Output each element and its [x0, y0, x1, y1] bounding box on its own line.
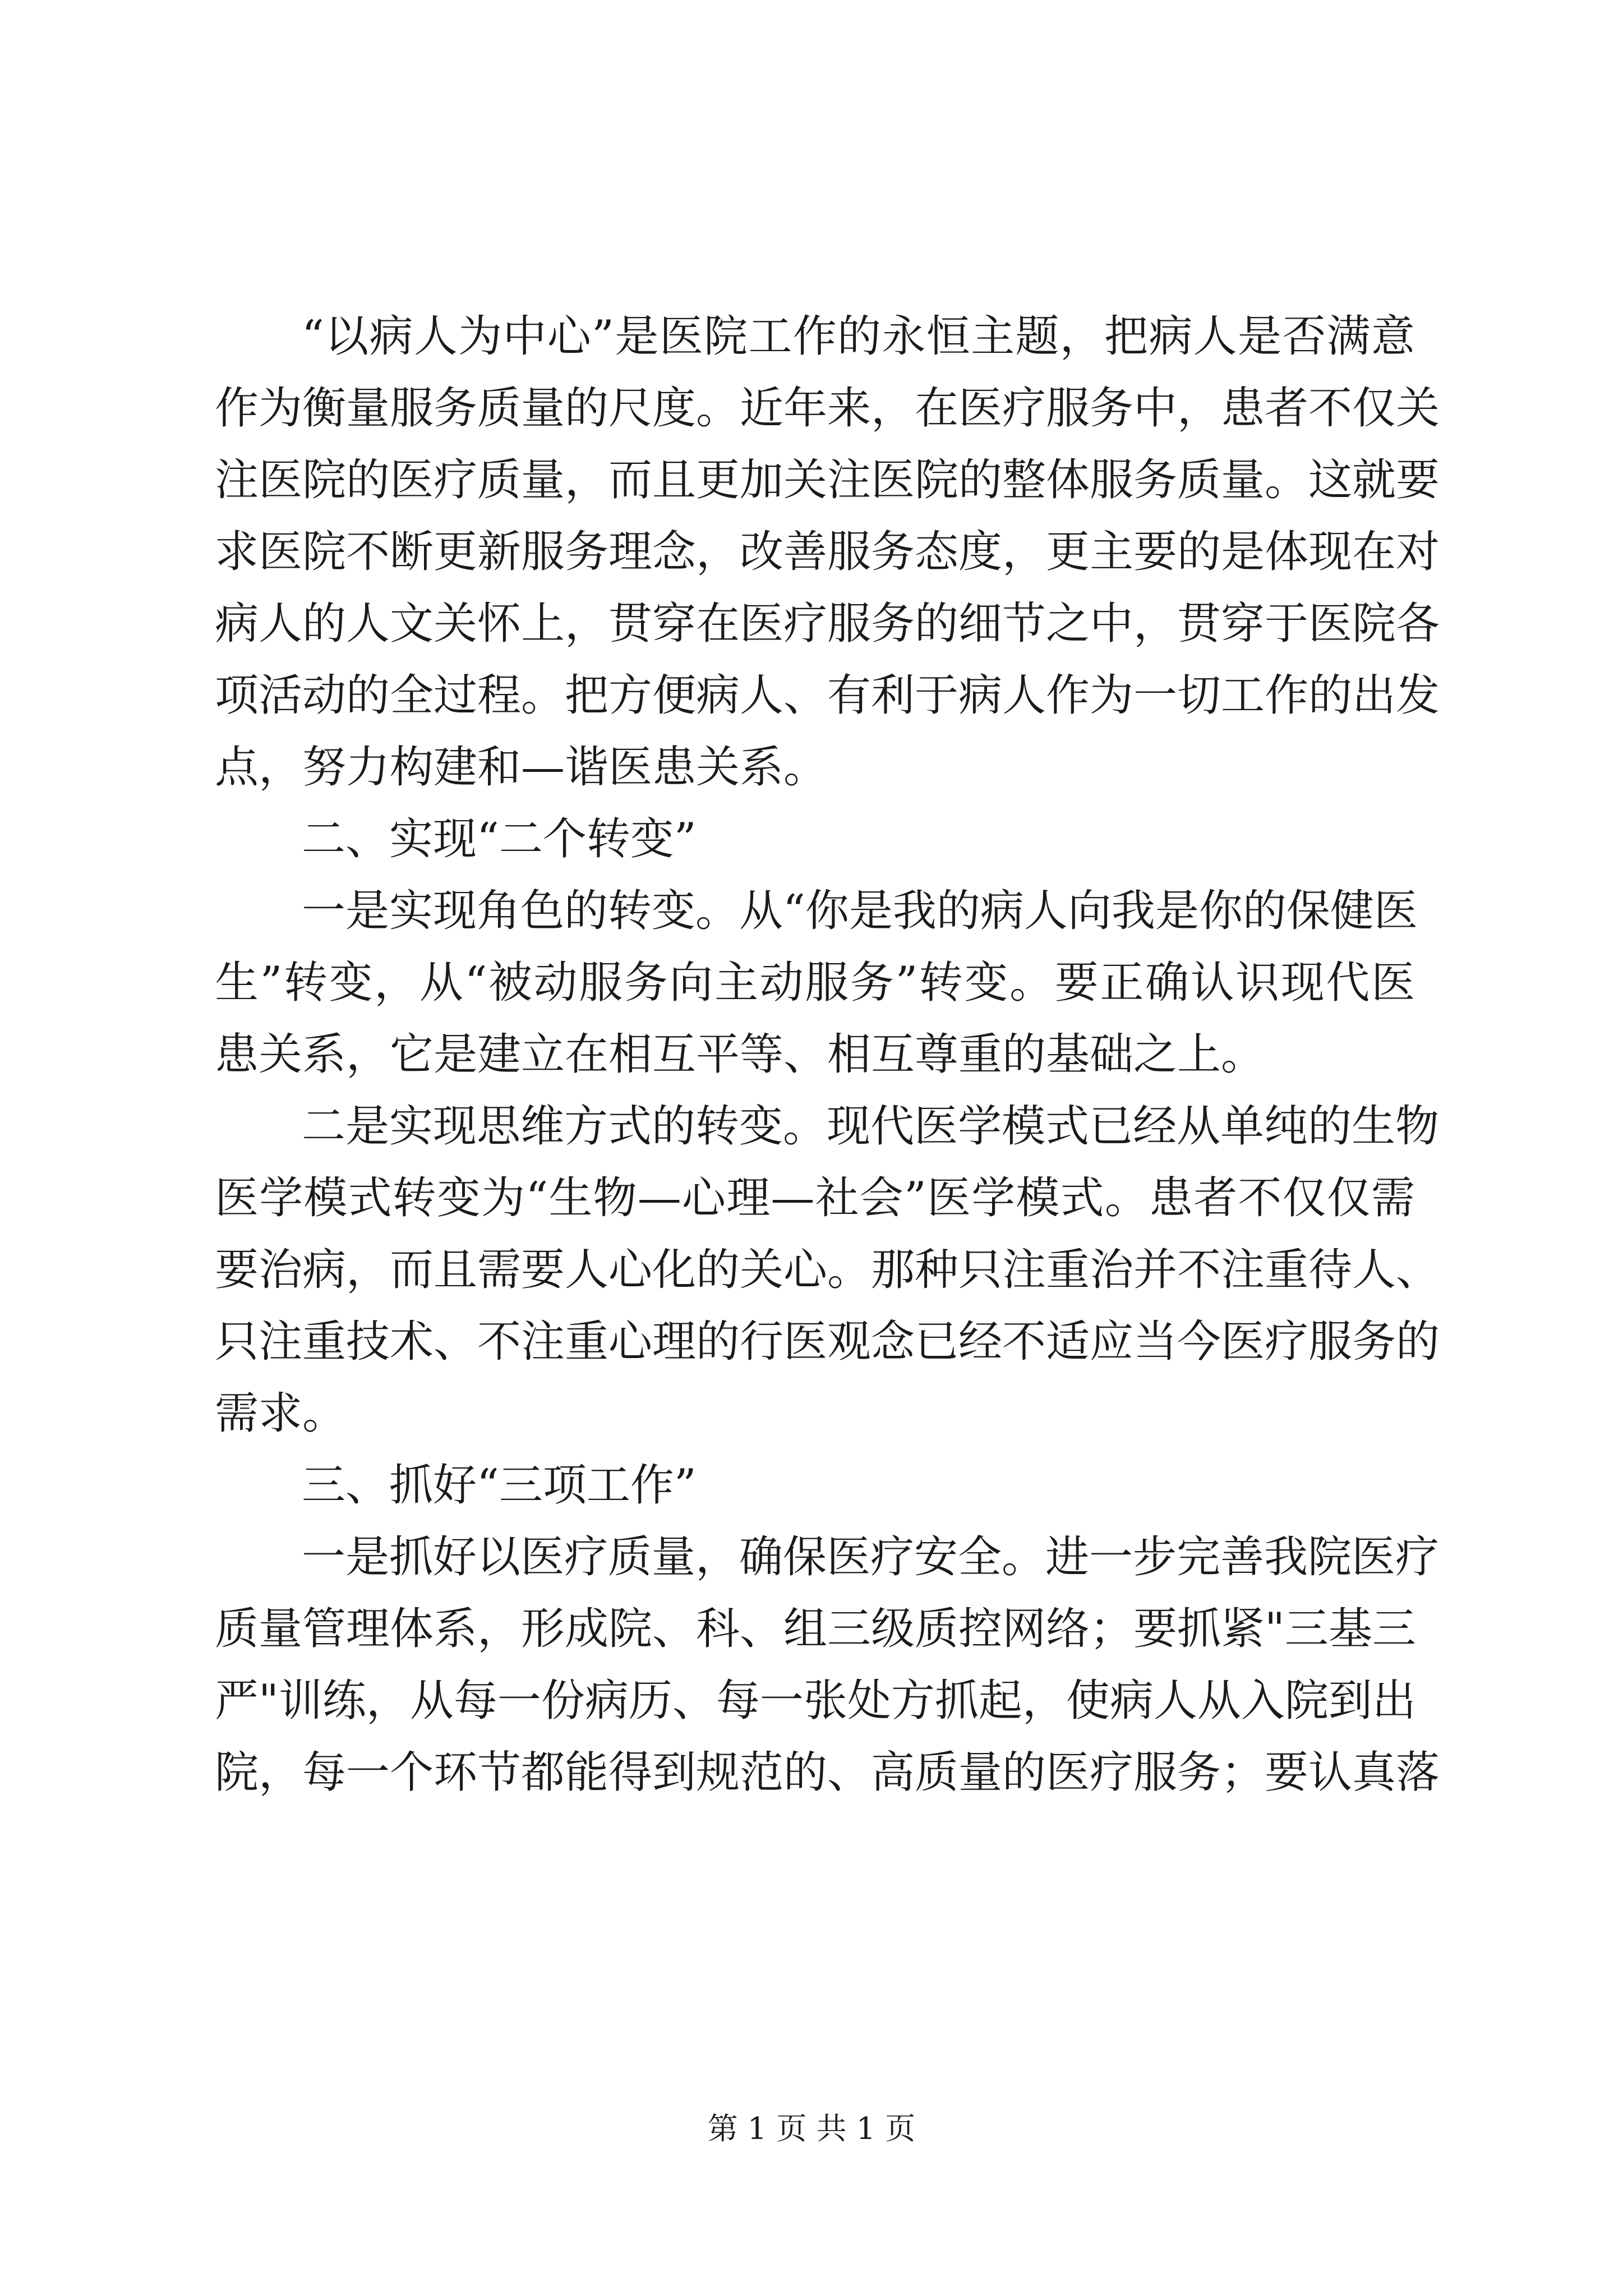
paragraph-4-line-2: 质量管理体系，形成院、科、组三级质控网络；要抓紧"三基三 [215, 1604, 1416, 1654]
paragraph-1-line-5: 病人的人文关怀上，贯穿在医疗服务的细节之中，贯穿于医院各 [215, 599, 1440, 649]
paragraph-3-line-2: 医学模式转变为“生物—心理—社会”医学模式。患者不仅仅需 [215, 1173, 1415, 1223]
section-heading-2: 二、实现“二个转变” [302, 814, 697, 864]
paragraph-3-line-1: 二是实现思维方式的转变。现代医学模式已经从单纯的生物 [302, 1101, 1440, 1152]
paragraph-1-line-4: 求医院不断更新服务理念，改善服务态度，更主要的是体现在对 [215, 527, 1440, 577]
section-heading-3: 三、抓好“三项工作” [302, 1460, 697, 1511]
paragraph-2-line-3: 患关系，它是建立在相互平等、相互尊重的基础之上。 [215, 1029, 1265, 1080]
paragraph-4-line-3: 严"训练，从每一份病历、每一张处方抓起，使病人从入院到出 [215, 1676, 1416, 1726]
paragraph-3-line-4: 只注重技术、不注重心理的行医观念已经不适应当今医疗服务的 [215, 1317, 1440, 1367]
paragraph-2-line-1: 一是实现角色的转变。从“你是我的病人向我是你的保健医 [302, 886, 1418, 936]
paragraph-4-line-1: 一是抓好以医疗质量，确保医疗安全。进一步完善我院医疗 [302, 1532, 1440, 1582]
paragraph-1-line-7: 点，努力构建和—谐医患关系。 [215, 742, 828, 793]
page-footer: 第 1 页 共 1 页 [707, 2111, 916, 2146]
paragraph-1-line-6: 项活动的全过程。把方便病人、有利于病人作为一切工作的出发 [215, 670, 1440, 721]
paragraph-1-line-3: 注医院的医疗质量，而且更加关注医院的整体服务质量。这就要 [215, 455, 1440, 505]
paragraph-2-line-2: 生”转变，从“被动服务向主动服务”转变。要正确认识现代医 [215, 958, 1415, 1008]
paragraph-3-line-5: 需求。 [215, 1388, 347, 1439]
paragraph-3-line-3: 要治病，而且需要人心化的关心。那种只注重治并不注重待人、 [215, 1245, 1440, 1295]
paragraph-1-line-1: “以病人为中心”是医院工作的永恒主题，把病人是否满意 [302, 311, 1415, 362]
paragraph-1-line-2: 作为衡量服务质量的尺度。近年来，在医疗服务中，患者不仅关 [215, 383, 1440, 434]
paragraph-4-line-4: 院，每一个环节都能得到规范的、高质量的医疗服务；要认真落 [215, 1747, 1440, 1798]
